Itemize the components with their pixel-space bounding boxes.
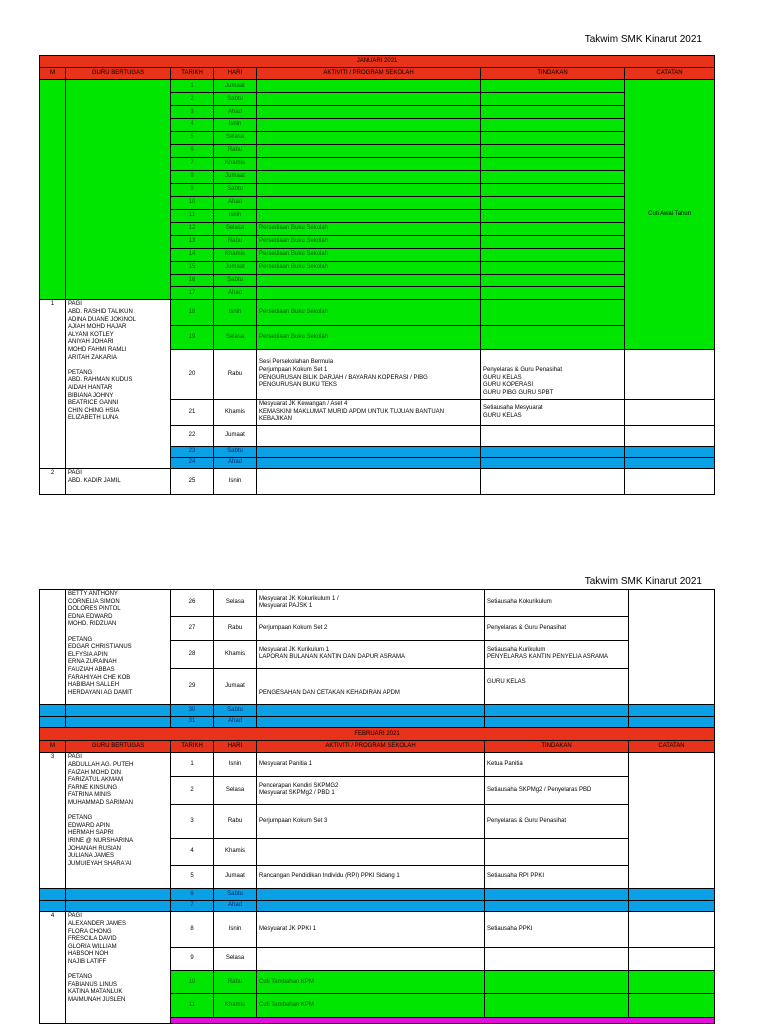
col-catatan: CATATAN — [629, 740, 715, 753]
date-cell: 13 — [171, 235, 214, 248]
date-cell: 9 — [171, 183, 214, 196]
date-cell: 11 — [171, 994, 214, 1017]
action-cell — [485, 705, 629, 717]
activity-cell — [257, 716, 485, 728]
week-no: 4 — [40, 912, 66, 1024]
day-cell: Khamis — [214, 248, 257, 261]
day-cell: Selasa — [214, 325, 257, 349]
action-cell — [481, 426, 625, 446]
date-cell: 18 — [171, 300, 214, 326]
date-cell: 23 — [171, 446, 214, 457]
activity-cell — [257, 889, 485, 901]
action-cell: Setiausaha PPKI — [485, 912, 629, 948]
action-cell — [481, 158, 625, 171]
date-cell: 27 — [171, 617, 214, 640]
day-cell: Rabu — [214, 617, 257, 640]
action-cell — [481, 80, 625, 93]
day-cell: Selasa — [214, 776, 257, 804]
action-cell — [481, 222, 625, 235]
date-cell: 15 — [171, 261, 214, 274]
activity-cell — [257, 948, 485, 971]
activity-cell: Perjumpaan Kokum Set 2 — [257, 617, 485, 640]
date-cell: 14 — [171, 248, 214, 261]
day-cell: Jumaat — [214, 80, 257, 93]
activity-cell: Mesyuarat JK PPKI 1 — [257, 912, 485, 948]
activity-cell — [257, 196, 481, 209]
date-cell: 12 — [171, 222, 214, 235]
date-cell: 29 — [171, 669, 214, 705]
date-cell: 11 — [171, 209, 214, 222]
col-catatan: CATATAN — [625, 68, 715, 80]
week-no — [40, 80, 66, 300]
week-no — [40, 705, 66, 717]
date-cell: 3 — [171, 106, 214, 119]
action-cell — [481, 196, 625, 209]
day-cell: Khamis — [214, 640, 257, 668]
day-cell: Jumaat — [214, 866, 257, 889]
col-aktiviti: AKTIVITI / PROGRAM SEKOLAH — [257, 740, 485, 753]
week-no — [40, 889, 66, 901]
catatan-cell — [625, 399, 715, 426]
feb-table — [39, 589, 715, 1024]
duty-teachers: PAGI ABD. KADIR JAMIL — [66, 469, 171, 495]
activity-cell: Rancangan Pendidikan Individu (RPI) PPKI Sidang 1 — [257, 866, 485, 889]
day-cell: Jumaat — [214, 426, 257, 446]
day-cell: Isnin — [214, 912, 257, 948]
activity-cell: Pencerapan Kendiri SKPMG2 Mesyuarat SKPMg2 / PBD 1 — [257, 776, 485, 804]
catatan-cell — [625, 458, 715, 469]
month-header: JANUARI 2021 — [40, 56, 715, 68]
holiday-band — [171, 1017, 715, 1023]
date-cell: 19 — [171, 325, 214, 349]
date-cell: 8 — [171, 912, 214, 948]
action-cell — [481, 119, 625, 132]
date-cell: 4 — [171, 838, 214, 865]
january-table — [39, 55, 715, 495]
duty-teachers: PAGI ALEXANDER JAMES FLORA CHONG FRESCILA DAVID GLORIA WILLIAM HABSOH NOH NAJIB LATIFF PETANG FABIANUS LINUS KATINA MATANLUK MAIMUNAH JUSLEN — [66, 912, 171, 1024]
duty-teachers: PAGI ABD. RASHID TALIKUN ADINA DUANE JOKINOL AJIAH MOHD HAJAR ALYANI KOTLEY ANIYAH JOHARI MOHD FAHMI RAMLI ARITAH ZAKARIA PETANG ABD. RAHMAN KUDUS AIDAH HANTAR BIBIANA JOHNY BEATRICE GANNI CHIN CHING HSIA ELIZABETH LUNA — [66, 300, 171, 469]
activity-cell — [257, 145, 481, 158]
action-cell: Setiausaha Mesyuarat GURU KELAS — [481, 399, 625, 426]
day-cell: Sabtu — [214, 93, 257, 106]
day-cell: Sabtu — [214, 274, 257, 287]
date-cell: 3 — [171, 805, 214, 839]
activity-cell — [257, 287, 481, 300]
day-cell: Ahad — [214, 287, 257, 300]
catatan-cell — [629, 590, 715, 705]
action-cell — [485, 994, 629, 1017]
catatan-cell — [629, 912, 715, 948]
action-cell — [481, 261, 625, 274]
action-cell — [485, 971, 629, 994]
action-cell — [481, 325, 625, 349]
date-cell: 4 — [171, 119, 214, 132]
activity-cell — [257, 274, 481, 287]
day-cell: Rabu — [214, 235, 257, 248]
activity-cell — [257, 838, 485, 865]
table-row — [40, 912, 715, 948]
date-cell: 7 — [171, 900, 214, 912]
date-cell: 24 — [171, 458, 214, 469]
date-cell: 9 — [171, 948, 214, 971]
activity-cell: Mesyuarat Panitia 1 — [257, 753, 485, 776]
catatan-cell — [629, 716, 715, 728]
date-cell: 26 — [171, 590, 214, 617]
activity-cell — [257, 80, 481, 93]
activity-cell — [257, 158, 481, 171]
date-cell: 8 — [171, 171, 214, 184]
date-cell: 1 — [171, 753, 214, 776]
action-cell: Penyelaras & Guru Penasihat — [485, 805, 629, 839]
day-cell: Sabtu — [214, 183, 257, 196]
action-cell: Setiausaha RPI PPKI — [485, 866, 629, 889]
activity-cell — [257, 106, 481, 119]
activity-cell: Mesyuarat JK Kurikulum 1 LAPORAN BULANAN KANTIN DAN DAPUR ASRAMA — [257, 640, 485, 668]
day-cell: Selasa — [214, 948, 257, 971]
col-m: M — [40, 68, 66, 80]
col-guru: GURU BERTUGAS — [66, 68, 171, 80]
col-m: M — [40, 740, 66, 753]
activity-cell — [257, 209, 481, 222]
table-row — [40, 900, 715, 912]
date-cell: 28 — [171, 640, 214, 668]
activity-cell — [257, 93, 481, 106]
day-cell: Rabu — [214, 805, 257, 839]
day-cell: Sabtu — [214, 705, 257, 717]
catatan-cell — [629, 705, 715, 717]
date-cell: 6 — [171, 145, 214, 158]
activity-cell: Cuti Tambahan KPM — [257, 994, 485, 1017]
col-hari: HARI — [214, 740, 257, 753]
action-cell — [481, 458, 625, 469]
day-cell: Sabtu — [214, 446, 257, 457]
action-cell — [481, 183, 625, 196]
day-cell: Rabu — [214, 145, 257, 158]
date-cell: 2 — [171, 93, 214, 106]
activity-cell: Persediaan Buku Sekolah — [257, 300, 481, 326]
day-cell: Ahad — [214, 716, 257, 728]
date-cell: 5 — [171, 866, 214, 889]
duty-teachers — [66, 705, 171, 717]
action-cell — [481, 209, 625, 222]
action-cell — [481, 469, 625, 495]
action-cell — [481, 287, 625, 300]
col-tarikh: TARIKH — [171, 68, 214, 80]
activity-cell — [257, 183, 481, 196]
catatan-cell — [629, 994, 715, 1017]
action-cell — [485, 889, 629, 901]
action-cell — [481, 446, 625, 457]
action-cell — [481, 171, 625, 184]
col-tindakan: TINDAKAN — [481, 68, 625, 80]
action-cell: Ketua Panitia — [485, 753, 629, 776]
date-cell: 1 — [171, 80, 214, 93]
day-cell: Jumaat — [214, 669, 257, 705]
duty-teachers — [66, 900, 171, 912]
activity-cell: Mesyuarat JK Kokurikulum 1 / Mesyuarat PAJSK 1 — [257, 590, 485, 617]
activity-cell: Persediaan Buku Sekolah — [257, 261, 481, 274]
action-cell — [481, 300, 625, 326]
col-hari: HARI — [214, 68, 257, 80]
week-no: 2 — [40, 469, 66, 495]
date-cell: 6 — [171, 889, 214, 901]
week-no: 3 — [40, 753, 66, 889]
activity-cell — [257, 426, 481, 446]
catatan-cell — [625, 446, 715, 457]
action-cell: Penyelaras & Guru Penasihat GURU KELAS GURU KOPERASI GURU PIBG GURU SPBT — [481, 350, 625, 400]
catatan-cell — [629, 971, 715, 994]
activity-cell: Persediaan Buku Sekolah — [257, 235, 481, 248]
activity-cell: Persediaan Buku Sekolah — [257, 325, 481, 349]
duty-teachers — [66, 80, 171, 300]
activity-cell — [257, 458, 481, 469]
table-row — [40, 590, 715, 617]
col-aktiviti: AKTIVITI / PROGRAM SEKOLAH — [257, 68, 481, 80]
action-cell: Penyelaras & Guru Penasihat — [485, 617, 629, 640]
action-cell: Setiausaha Kokurikulum — [485, 590, 629, 617]
day-cell: Isnin — [214, 753, 257, 776]
date-cell: 22 — [171, 426, 214, 446]
date-cell: 30 — [171, 705, 214, 717]
activity-cell: Perjumpaan Kokum Set 3 — [257, 805, 485, 839]
date-cell: 10 — [171, 196, 214, 209]
day-cell: Selasa — [214, 590, 257, 617]
activity-cell: PENGESAHAN DAN CETAKAN KEHADIRAN APDM — [257, 669, 485, 705]
activity-cell: Mesyuarat JK Kewangan / Aset 4 KEMASKINI MAKLUMAT MURID APDM UNTUK TUJUAN BANTUAN KEBAJIKAN — [257, 399, 481, 426]
table-row — [40, 716, 715, 728]
action-cell — [485, 838, 629, 865]
day-cell: Selasa — [214, 132, 257, 145]
day-cell: Khamis — [214, 158, 257, 171]
activity-cell — [257, 705, 485, 717]
week-no — [40, 590, 66, 705]
action-cell — [481, 248, 625, 261]
action-cell — [481, 132, 625, 145]
col-tarikh: TARIKH — [171, 740, 214, 753]
day-cell: Isnin — [214, 469, 257, 495]
week-no: 1 — [40, 300, 66, 469]
activity-cell: Cuti Tambahan KPM — [257, 971, 485, 994]
action-cell — [481, 93, 625, 106]
activity-cell — [257, 171, 481, 184]
day-cell: Selasa — [214, 222, 257, 235]
page-title-2: Takwim SMK Kinarut 2021 — [584, 576, 702, 587]
action-cell: Setiausaha Kurikulum PENYELARAS KANTIN PENYELIA ASRAMA — [485, 640, 629, 668]
activity-cell: Persediaan Buku Sekolah — [257, 248, 481, 261]
day-cell: Ahad — [214, 458, 257, 469]
catatan-cell — [629, 889, 715, 901]
day-cell: Sabtu — [214, 889, 257, 901]
table-row — [40, 80, 715, 93]
table-row — [40, 889, 715, 901]
activity-cell — [257, 446, 481, 457]
activity-cell: Persediaan Buku Sekolah — [257, 222, 481, 235]
action-cell: Setiausaha SKPMg2 / Penyelaras PBD — [485, 776, 629, 804]
action-cell — [485, 716, 629, 728]
action-cell — [481, 145, 625, 158]
date-cell: 17 — [171, 287, 214, 300]
day-cell: Khamis — [214, 838, 257, 865]
action-cell — [481, 235, 625, 248]
day-cell: Isnin — [214, 209, 257, 222]
catatan-cell — [629, 948, 715, 971]
day-cell: Isnin — [214, 300, 257, 326]
catatan-cell — [629, 753, 715, 889]
date-cell: 25 — [171, 469, 214, 495]
activity-cell — [257, 132, 481, 145]
action-cell — [485, 900, 629, 912]
day-cell: Khamis — [214, 399, 257, 426]
action-cell: GURU KELAS — [485, 669, 629, 705]
date-cell: 10 — [171, 971, 214, 994]
activity-cell — [257, 119, 481, 132]
col-tindakan: TINDAKAN — [485, 740, 629, 753]
date-cell: 2 — [171, 776, 214, 804]
duty-teachers — [66, 716, 171, 728]
catatan-cell — [625, 426, 715, 446]
day-cell: Isnin — [214, 119, 257, 132]
table-row — [40, 753, 715, 776]
day-cell: Rabu — [214, 971, 257, 994]
week-no — [40, 716, 66, 728]
day-cell: Ahad — [214, 106, 257, 119]
date-cell: 5 — [171, 132, 214, 145]
page-title: Takwim SMK Kinarut 2021 — [584, 34, 702, 45]
table-row — [40, 705, 715, 717]
table-row — [40, 469, 715, 495]
activity-cell: Sesi Persekolahan Bermula Perjumpaan Kokum Set 1 PENGURUSAN BILIK DARJAH / BAYARAN KOPERASI / PIBG PENGURUSAN BUKU TEKS — [257, 350, 481, 400]
date-cell: 7 — [171, 158, 214, 171]
action-cell — [485, 948, 629, 971]
date-cell: 31 — [171, 716, 214, 728]
activity-cell — [257, 900, 485, 912]
action-cell — [481, 274, 625, 287]
catatan-cell — [625, 350, 715, 400]
date-cell: 20 — [171, 350, 214, 400]
day-cell: Rabu — [214, 350, 257, 400]
duty-teachers: PAGI ABDULLAH AG. PUTEH FAIZAH MOHD DIN FARIZATUL AKMAM FARNE KINSUNG FATRINA MINIS MUHAMMAD SARIMAN PETANG EDWARD APIN HERMAH SAPRI IRINE @ NURSHARINA JOHANAH RUSIAN JULIANA JAMES JUMUIEYAH SHARA'AI — [66, 753, 171, 889]
col-guru: GURU BERTUGAS — [66, 740, 171, 753]
day-cell: Jumaat — [214, 171, 257, 184]
table-row — [40, 300, 715, 326]
catatan-cell: Cuti Awal Tahun — [625, 80, 715, 350]
catatan-cell — [625, 469, 715, 495]
duty-teachers — [66, 889, 171, 901]
week-no — [40, 900, 66, 912]
activity-cell — [257, 469, 481, 495]
catatan-cell — [629, 900, 715, 912]
day-cell: Khamis — [214, 994, 257, 1017]
duty-teachers: BETTY ANTHONY CORNELIA SIMON DOLORES PINTOL EDNA EDWARD MOHD. RIDZUAN PETANG EDGAR CHRISTIANUS ELFYSIA APIN ERNA ZURAINAH FAUZIAH ABBAS FARAHIYAH CHE KOB HABIBAH SALLEH HERDAYANI AG DAMIT — [66, 590, 171, 705]
month-header: FEBRUARI 2021 — [40, 728, 715, 741]
day-cell: Jumaat — [214, 261, 257, 274]
day-cell: Ahad — [214, 900, 257, 912]
date-cell: 16 — [171, 274, 214, 287]
day-cell: Ahad — [214, 196, 257, 209]
date-cell: 21 — [171, 399, 214, 426]
action-cell — [481, 106, 625, 119]
